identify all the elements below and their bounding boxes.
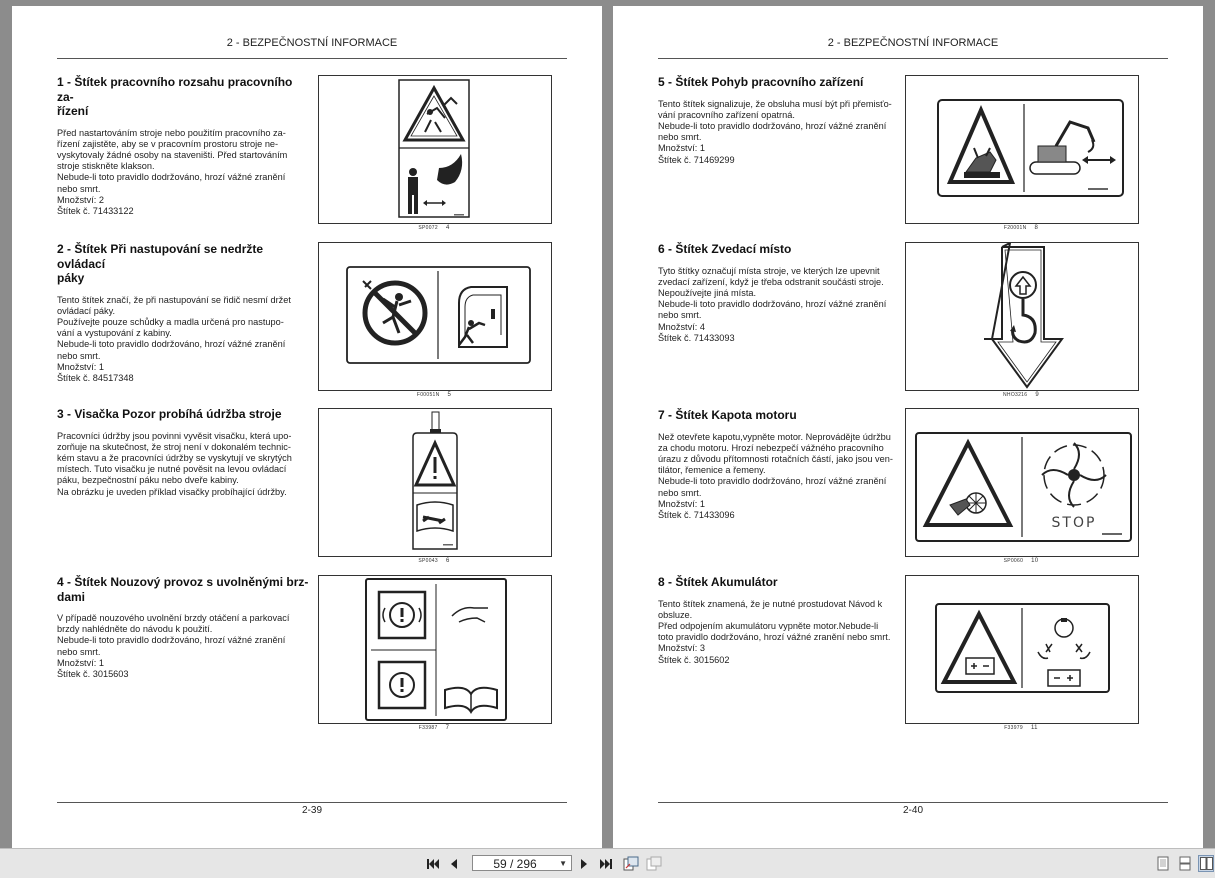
single-page-view-icon[interactable] (1155, 855, 1171, 872)
document-page-left (12, 6, 602, 848)
section-title: 8 - Štítek Akumulátor (658, 575, 778, 589)
section-title: 3 - Visačka Pozor probíhá údržba stroje (57, 407, 282, 421)
section-2 (57, 242, 309, 384)
chevron-down-icon[interactable]: ▼ (559, 859, 567, 868)
stop-text: STOP (1051, 515, 1097, 531)
header-rule (57, 58, 567, 59)
footer-rule (57, 802, 567, 803)
section-body: Tento štítek signalizuje, že obsluha musí být při přemisťo- vání pracovního zařízení opatrná. Nebude-li toto pravidlo dodržováno, hrozí vážné zranění nebo smrt. Množství: 1 Štítek č. 71469299 (658, 98, 892, 165)
section-body: Před nastartováním stroje nebo použitím pracovního za- řízení zajistěte, aby se v pracovním prostoru stroje ne- vyskytovaly žádné osoby na staveništi. Před startováním stroje stiskněte klakson. Nebude-li toto pravidlo dodržováno, hrozí vážné zranění nebo smrt. Množství: 2 Štítek č. 71433122 (57, 127, 288, 216)
section-body: V případě nouzového uvolnění brzdy otáčení a parkovací brzdy nahlédněte do návodu k použití. Nebude-li toto pravidlo dodržováno, hrozí vážné zranění nebo smrt. Množství: 1 Štítek č. 3015603 (57, 613, 290, 680)
figure-caption: F20001N 8 (1003, 225, 1039, 231)
pdf-viewer-toolbar (0, 848, 1215, 878)
figure-caption: F33987 7 (418, 725, 450, 731)
figure-caption: SP0072 4 (418, 225, 450, 231)
section-body: Pracovníci údržby jsou povinni vyvěsit visačku, která upo- zorňuje na skutečnost, že stroj není v dokonalém technic- kém stavu a že pracovníci údržby se vyskytují ve skrytých místech. Tuto visačku je nutné pověsit na levou ovládací páku, bezpečnostní páku nebo dveře kabiny. Na obrázku je uveden příklad visačky probíhající údržby. (57, 430, 292, 497)
section-title: 2 - Štítek Při nastupování se nedržte ovládací páky (57, 242, 264, 285)
footer-rule (658, 802, 1168, 803)
section-title: 5 - Štítek Pohyb pracovního zařízení (658, 75, 864, 89)
figure-8-battery-label (905, 575, 1139, 724)
figure-7-engine-hood-label (905, 408, 1139, 557)
figure-5-work-equipment-movement-label (905, 75, 1139, 224)
figure-caption: NHO3216 9 (1003, 392, 1039, 398)
continuous-view-icon[interactable] (1177, 855, 1193, 872)
figure-4-emergency-brake-label (318, 575, 552, 724)
section-5 (658, 75, 910, 166)
figure-6-lifting-point-label (905, 242, 1139, 391)
section-4 (57, 575, 309, 680)
section-body: Než otevřete kapotu,vypněte motor. Neprovádějte údržbu za chodu motoru. Hrozí nebezpečí vážného pracovního úrazu z důvodu přítomnosti rotačních částí, jako jsou ven- tilátor, řemenice a řemeny. Nebude-li toto pravidlo dodržováno, hrozí vážné zranění nebo smrt. Množství: 1 Štítek č. 71433096 (658, 431, 893, 520)
page-number: 2-40 (902, 805, 923, 816)
section-3 (57, 407, 309, 498)
last-page-icon[interactable] (598, 855, 614, 872)
figure-caption: SP0060 10 (1003, 558, 1039, 564)
document-page-right (613, 6, 1203, 848)
figure-3-maintenance-tag (318, 408, 552, 557)
figure-1-work-range-label (318, 75, 552, 224)
figure-caption: F33979 11 (1004, 725, 1038, 731)
section-body: Tyto štítky označují místa stroje, ve kterých lze upevnit zvedací zařízení, když je třeba odstranit součásti stroje. Nepoužívejte jiná místa. Nebude-li toto pravidlo dodržováno, hrozí vážné zranění nebo smrt. Množství: 4 Štítek č. 71433093 (658, 265, 887, 343)
section-1 (57, 75, 309, 217)
page-header: 2 - BEZPEČNOSTNÍ INFORMACE (827, 37, 999, 49)
section-title: 1 - Štítek pracovního rozsahu pracovního za- řízení (57, 75, 293, 118)
fit-page-icon[interactable] (622, 855, 640, 872)
header-rule (658, 58, 1168, 59)
fit-width-icon[interactable] (645, 855, 663, 872)
section-8 (658, 575, 910, 666)
section-body: Tento štítek znamená, že je nutné prostudovat Návod k obsluze. Před odpojením akumulátoru vypněte motor.Nebude-li toto pravidlo dodržováno, hrozí vážné zranění nebo smrt. Množství: 3 Štítek č. 3015602 (658, 598, 891, 665)
two-page-view-icon[interactable] (1198, 855, 1214, 872)
page-number: 2-39 (301, 805, 322, 816)
section-title: 6 - Štítek Zvedací místo (658, 242, 792, 256)
next-page-icon[interactable] (577, 855, 591, 872)
page-number-input[interactable]: 59 / 296 ▼ (472, 855, 572, 871)
section-body: Tento štítek značí, že při nastupování se řidič nesmí držet ovládací páky. Používejte pouze schůdky a madla určená pro nastupo- vání a vystupování z kabiny. Nebude-li toto pravidlo dodržováno, hrozí vážné zranění nebo smrt. Množství: 1 Štítek č. 84517348 (57, 294, 291, 383)
section-6 (658, 242, 910, 344)
figure-caption: SP0043 6 (418, 558, 450, 564)
first-page-icon[interactable] (425, 855, 441, 872)
page-header: 2 - BEZPEČNOSTNÍ INFORMACE (226, 37, 398, 49)
previous-page-icon[interactable] (447, 855, 461, 872)
section-7 (658, 408, 910, 521)
figure-2-control-lever-label (318, 242, 552, 391)
section-title: 4 - Štítek Nouzový provoz s uvolněnými brz- dami (57, 575, 309, 604)
section-title: 7 - Štítek Kapota motoru (658, 408, 797, 422)
figure-caption: F00051N 5 (416, 392, 452, 398)
